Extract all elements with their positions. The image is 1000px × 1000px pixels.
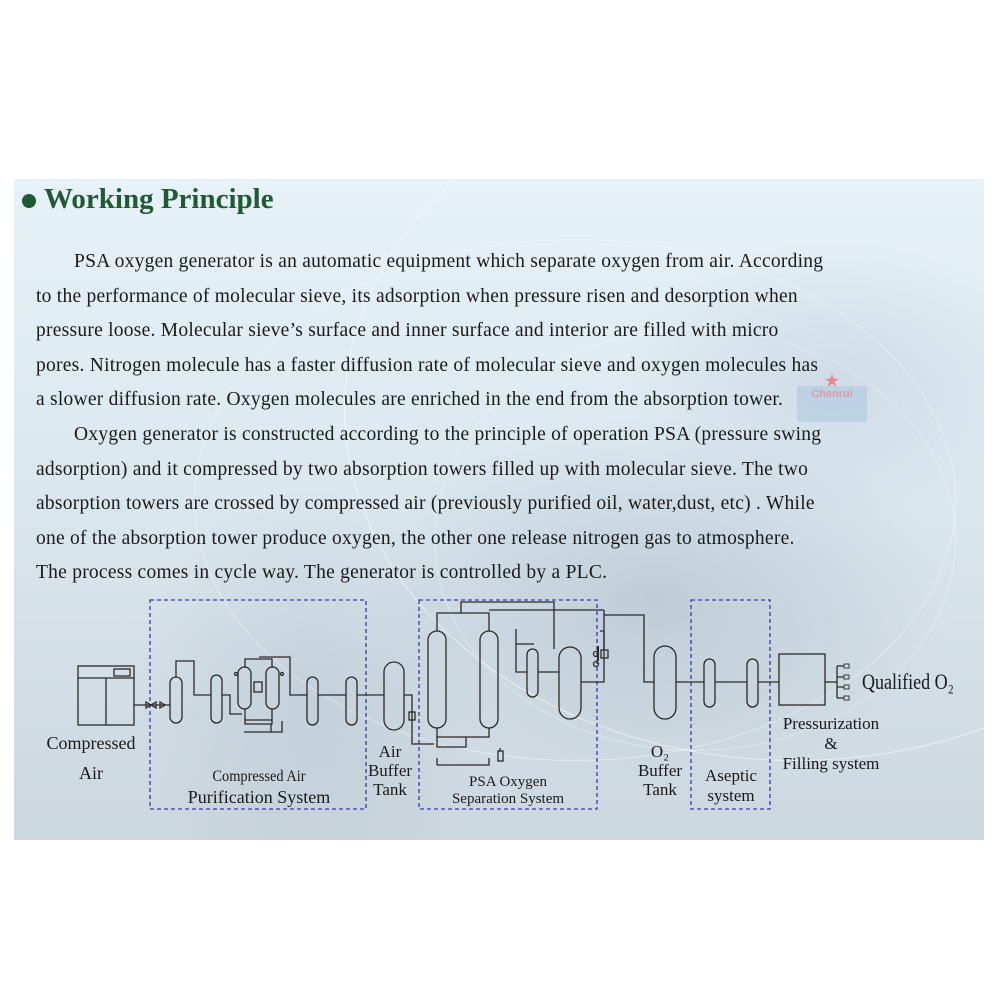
label-line: Pressurization — [782, 714, 880, 733]
paragraph-line: to the performance of molecular sieve, its adsorption when pressure risen and desorption when — [36, 285, 798, 307]
label-purification-system — [164, 766, 354, 808]
paragraph-line: adsorption) and it compressed by two absorption towers filled up with molecular sieve. The two — [36, 458, 809, 480]
paragraph-line: a slower diffusion rate. Oxygen molecules are enriched in the end from the absorption tower. — [36, 389, 784, 410]
dryer-tower-icon — [238, 667, 251, 709]
filter-vessel-icon — [170, 677, 182, 723]
paragraph-line: pressure loose. Molecular sieve’s surface and inner surface and interior are filled with micro — [36, 320, 779, 341]
purifier-vessel-icon — [527, 649, 538, 697]
psa-tower-icon — [480, 631, 498, 728]
label-line: Tank — [643, 780, 677, 799]
label-air-buffer-tank — [364, 742, 416, 799]
working-principle-panel — [14, 179, 984, 840]
o2-buffer-tank-icon — [654, 646, 676, 719]
label-line: Compressed Air — [212, 768, 306, 785]
label-line: O₂ — [650, 742, 670, 761]
label-compressed-air — [34, 728, 148, 788]
label-line: PSA Oxygen — [469, 774, 547, 790]
label-line: Separation System — [451, 791, 565, 807]
silencer-icon — [498, 751, 503, 761]
label-line: Air — [378, 742, 402, 761]
label-line: Filling system — [782, 754, 880, 773]
section-title-text: Working Principle — [44, 183, 274, 215]
star-icon: ★ — [824, 373, 840, 390]
air-compressor-icon — [78, 666, 134, 725]
controller-icon — [254, 682, 262, 692]
paragraph-line: one of the absorption tower produce oxygen, the other one release nitrogen gas to atmosphere. — [36, 527, 795, 549]
filter-vessel-icon — [211, 675, 222, 723]
watermark-text: Chenrui — [811, 388, 853, 400]
filter-vessel-icon — [307, 677, 318, 725]
label-line: Buffer — [367, 761, 413, 780]
paragraph-line: absorption towers are crossed by compressed air (previously purified oil, water,dust, etc) . While — [36, 493, 815, 514]
label-line: system — [707, 786, 755, 805]
paragraph-line: The process comes in cycle way. The generator is controlled by a PLC. — [36, 562, 608, 583]
label-aseptic-system — [692, 766, 770, 806]
label-line: & — [824, 734, 838, 753]
paragraph-line: Oxygen generator is constructed according to the principle of operation PSA (pressure swing — [74, 424, 822, 445]
label-qualified-o2: Qualified O₂ — [862, 669, 954, 694]
label-line: Purification System — [187, 787, 331, 807]
psa-tower-icon — [428, 631, 446, 728]
sterile-filter-icon — [747, 659, 758, 707]
paragraph-line: PSA oxygen generator is an automatic equipment which separate oxygen from air. According — [74, 251, 824, 272]
label-line: Aseptic — [705, 766, 757, 785]
dryer-tower-icon — [266, 667, 279, 709]
label-psa-separation-system — [422, 774, 594, 808]
filter-vessel-icon — [346, 677, 357, 725]
label-line: Tank — [373, 780, 407, 799]
label-line: Compressed — [46, 733, 136, 753]
filling-outlet-valves-icon — [844, 664, 849, 700]
sterile-filter-icon — [704, 659, 715, 707]
paragraph-line: pores. Nitrogen molecule has a faster diffusion rate of molecular sieve and oxygen molecules has — [36, 354, 819, 376]
label-o2-buffer-tank — [632, 742, 688, 799]
air-buffer-tank-icon — [384, 662, 404, 730]
label-pressurization-filling — [766, 714, 896, 774]
oxygen-receiver-icon — [559, 647, 581, 719]
label-line: Air — [79, 763, 103, 783]
label-line: Buffer — [637, 761, 683, 780]
pressurization-unit-icon — [779, 654, 825, 705]
